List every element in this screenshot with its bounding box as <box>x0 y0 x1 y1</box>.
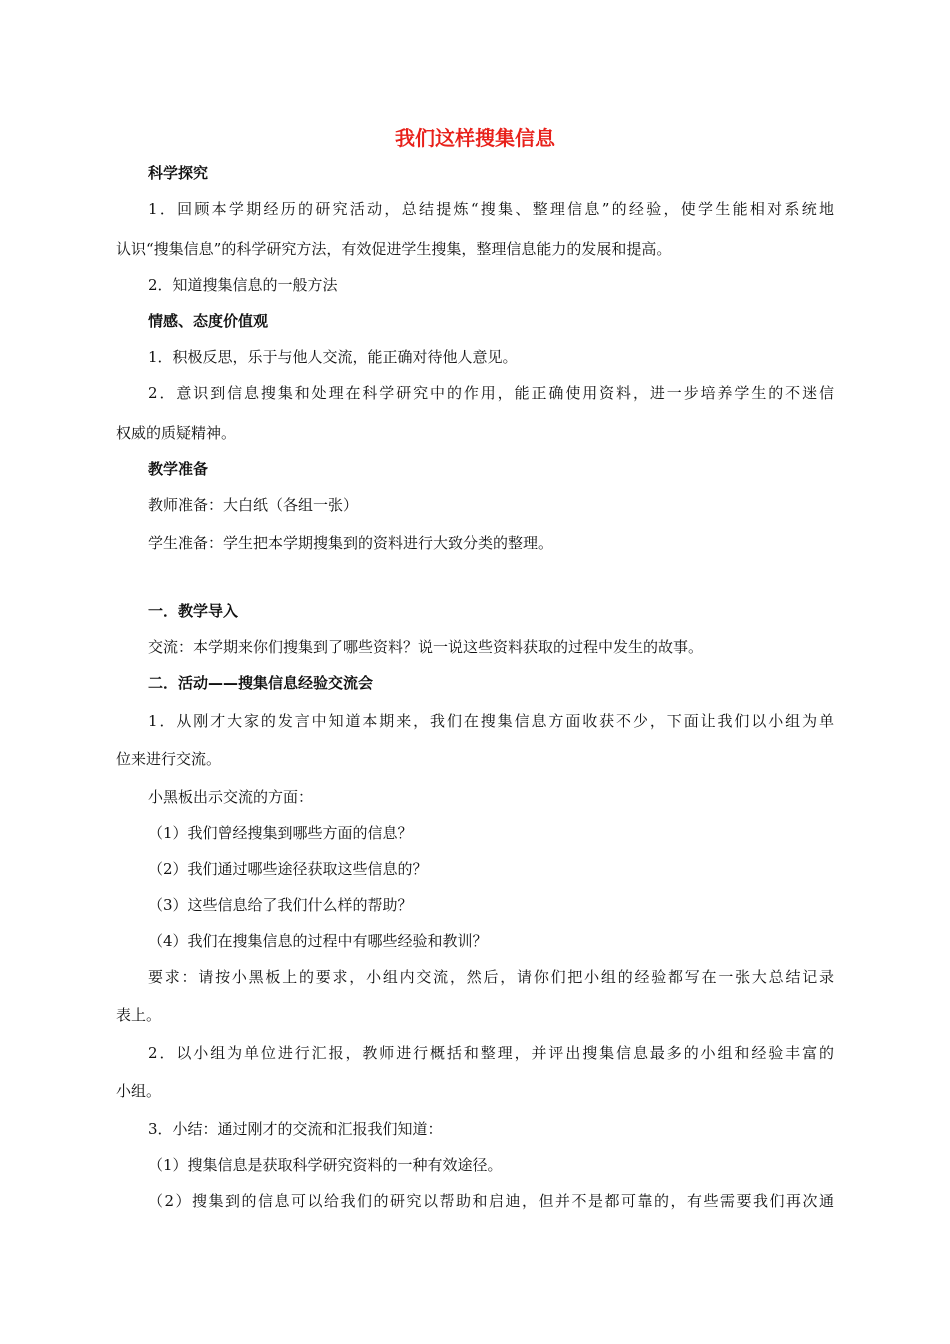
section-heading-activity: 二．活动——搜集信息经验交流会 <box>148 674 374 692</box>
list-item: （2）我们通过哪些途径获取这些信息的？ <box>148 860 428 878</box>
section-heading-attitude: 情感、态度价值观 <box>148 312 269 330</box>
paragraph-line: 1．从刚才大家的发言中知道本期来，我们在搜集信息方面收获不少，下面让我们以小组为单 <box>148 712 834 730</box>
paragraph-line: 位来进行交流。 <box>116 750 222 768</box>
paragraph-line: 3．小结：通过刚才的交流和汇报我们知道： <box>148 1120 443 1138</box>
paragraph-line: 表上。 <box>116 1006 162 1024</box>
paragraph-line: 学生准备：学生把本学期搜集到的资料进行大致分类的整理。 <box>148 534 554 552</box>
paragraph-line: 权威的质疑精神。 <box>116 424 237 442</box>
paragraph-line: 2．知道搜集信息的一般方法 <box>148 276 338 294</box>
list-item: （2）搜集到的信息可以给我们的研究以帮助和启迪，但并不是都可靠的，有些需要我们再次通 <box>148 1192 834 1210</box>
section-heading-preparation: 教学准备 <box>148 460 209 478</box>
list-item: （1）我们曾经搜集到哪些方面的信息？ <box>148 824 413 842</box>
paragraph-line: 小组。 <box>116 1082 162 1100</box>
paragraph-line: 认识“搜集信息”的科学研究方法，有效促进学生搜集，整理信息能力的发展和提高。 <box>116 240 672 258</box>
paragraph-line: 要求：请按小黑板上的要求，小组内交流，然后，请你们把小组的经验都写在一张大总结记录 <box>148 968 834 986</box>
document-title: 我们这样搜集信息 <box>395 126 555 150</box>
paragraph-line: 交流：本学期来你们搜集到了哪些资料？说一说这些资料获取的过程中发生的故事。 <box>148 638 704 656</box>
paragraph-line: 1．回顾本学期经历的研究活动，总结提炼“搜集、整理信息”的经验，使学生能相对系统地 <box>148 200 834 218</box>
list-item: （3）这些信息给了我们什么样的帮助？ <box>148 896 413 914</box>
list-item: （1）搜集信息是获取科学研究资料的一种有效途径。 <box>148 1156 503 1174</box>
paragraph-line: 2．以小组为单位进行汇报，教师进行概括和整理，并评出搜集信息最多的小组和经验丰富的 <box>148 1044 834 1062</box>
paragraph-line: 1．积极反思，乐于与他人交流，能正确对待他人意见。 <box>148 348 518 366</box>
list-item: （4）我们在搜集信息的过程中有哪些经验和教训？ <box>148 932 488 950</box>
paragraph-line: 小黑板出示交流的方面： <box>148 788 314 806</box>
paragraph-line: 教师准备：大白纸（各组一张） <box>148 496 359 514</box>
section-heading-science-inquiry: 科学探究 <box>148 164 209 182</box>
paragraph-line: 2．意识到信息搜集和处理在科学研究中的作用，能正确使用资料，进一步培养学生的不迷信 <box>148 384 834 402</box>
section-heading-introduction: 一．教学导入 <box>148 602 239 620</box>
